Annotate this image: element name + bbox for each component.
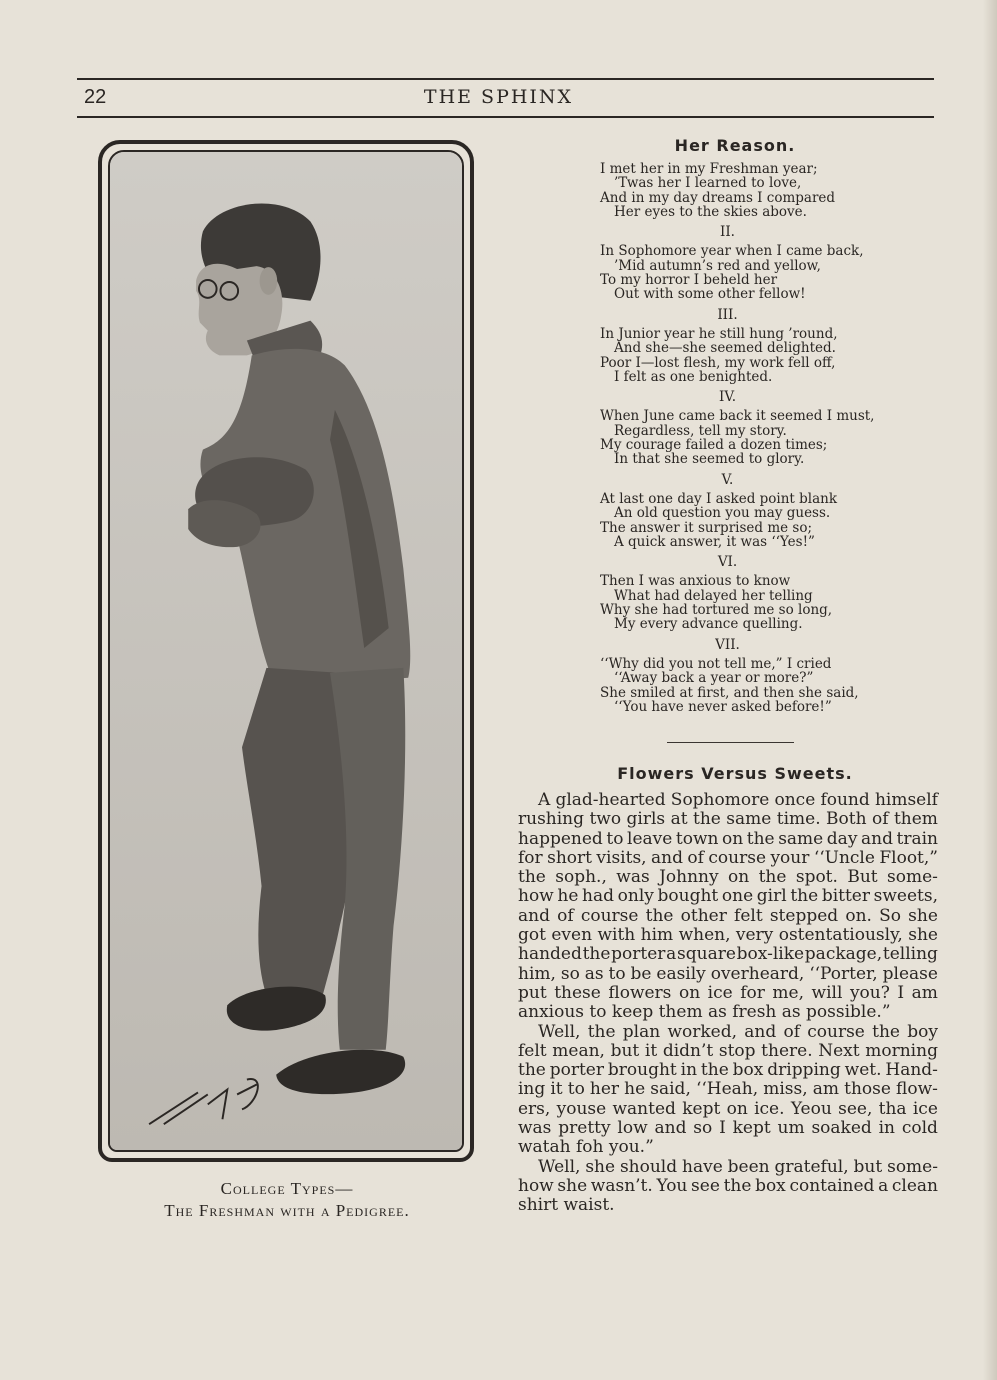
story-line: him, so as to be easily overheard, ‘‘Porter, please — [518, 963, 938, 984]
story-line: the soph., was Johnny on the spot. But some- — [518, 867, 938, 888]
poem-line: My every advance quelling. — [614, 616, 803, 633]
poem-line: Then I was anxious to know — [600, 573, 791, 590]
story-line: rushing two girls at the same time. Both of them — [518, 809, 938, 830]
poem-body — [600, 162, 920, 714]
story-line: A glad-hearted Sophomore once found himself — [538, 790, 938, 810]
story-line: was pretty low and so I kept um soaked in cold — [518, 1118, 938, 1139]
story-body — [518, 791, 938, 1216]
illustration-frame — [98, 140, 474, 1162]
poem-line: In that she seemed to glory. — [614, 451, 805, 468]
poem-line: ‘‘Why did you not tell me,” I cried — [600, 655, 832, 672]
poem-line: ‘‘Away back a year or more?” — [614, 670, 814, 687]
poem-line: When June came back it seemed I must, — [600, 408, 875, 425]
poem-line: In Junior year he still hung ’round, — [600, 325, 838, 342]
story-line: how he had only bought one girl the bitter sweets, — [518, 886, 938, 907]
running-title: THE SPHINX — [423, 86, 574, 108]
poem-line: ’Mid autumn’s red and yellow, — [614, 257, 821, 274]
poem-line: A quick answer, it was ‘‘Yes!” — [614, 533, 815, 550]
stanza-numeral: III. — [717, 306, 738, 323]
page-number: 22 — [84, 86, 107, 108]
illustration-caption-line1: College Types— — [220, 1179, 354, 1198]
poem-line: I met her in my Freshman year; — [600, 161, 818, 177]
poem-line: What had delayed her telling — [614, 587, 813, 604]
poem-line: Her eyes to the skies above. — [614, 203, 807, 220]
stanza-numeral: II. — [720, 224, 735, 241]
story-line: put these flowers on ice for me, will you? I am — [518, 982, 938, 1003]
story-line: for short visits, and of course your ‘‘Uncle Floot,” — [518, 847, 938, 868]
poem-line: ‘‘You have never asked before!” — [614, 698, 832, 715]
poem-title: Her Reason. — [674, 136, 796, 155]
story-line: ers, youse wanted kept on ice. Yeou see, tha ice — [518, 1098, 938, 1119]
poem-line: I felt as one benighted. — [614, 368, 773, 385]
story-line: anxious to keep them as fresh as possible.” — [518, 1002, 891, 1023]
section-divider — [667, 742, 794, 743]
stanza-numeral: V. — [721, 471, 734, 488]
illustration-caption-line2: The Freshman with a Pedigree. — [164, 1201, 410, 1220]
poem-line: She smiled at first, and then she said, — [600, 684, 859, 701]
poem-line: And she—she seemed delighted. — [614, 340, 836, 357]
stanza-numeral: IV. — [718, 389, 736, 406]
story-title: Flowers Versus Sweets. — [617, 764, 853, 783]
illustration-panel — [108, 150, 464, 1152]
poem-line: At last one day I asked point blank — [600, 490, 838, 507]
story-line: Well, the plan worked, and of course the boy — [538, 1021, 938, 1042]
story-line: felt mean, but it didn’t stop there. Next morning — [518, 1040, 938, 1061]
header-top-rule — [77, 78, 934, 80]
story-line: got even with him when, very ostentatiously, she — [518, 925, 938, 946]
poem-line: An old question you may guess. — [614, 505, 831, 522]
poem-line: ’Twas her I learned to love, — [614, 175, 802, 192]
poem-line: Why she had tortured me so long, — [600, 602, 833, 619]
story-line: ing it to her he said, ‘‘Heah, miss, am those flow- — [518, 1079, 938, 1100]
story-line: shirt waist. — [518, 1195, 615, 1216]
story-line: watah foh you.” — [518, 1137, 654, 1158]
story-line: the porter brought in the box dripping wet. Hand- — [518, 1060, 938, 1081]
header-bottom-rule — [77, 116, 934, 118]
stanza-numeral: VII. — [715, 636, 740, 653]
poem-line: The answer it surprised me so; — [600, 519, 812, 536]
poem-line: Regardless, tell my story. — [614, 422, 787, 439]
poem-line: Out with some other fellow! — [614, 286, 806, 303]
poem-line: In Sophomore year when I came back, — [600, 243, 864, 260]
story-line: how she wasn’t. You see the box contained a clean — [518, 1175, 938, 1196]
story-line: Well, she should have been grateful, but some- — [538, 1156, 938, 1177]
poem-line: My courage failed a dozen times; — [600, 437, 828, 454]
poem-line: And in my day dreams I compared — [600, 189, 836, 206]
stanza-numeral: VI. — [717, 554, 738, 571]
story-line: handed the porter a square box-like package, telling — [518, 944, 938, 965]
poem-line: To my horror I beheld her — [600, 272, 778, 289]
story-line: and of course the other felt stepped on. So she — [518, 905, 938, 926]
page-edge-shadow — [983, 0, 997, 1380]
story-line: happened to leave town on the same day and train — [518, 828, 938, 849]
poem-line: Poor I—lost flesh, my work fell off, — [600, 354, 836, 371]
freshman-sketch — [110, 152, 462, 1150]
